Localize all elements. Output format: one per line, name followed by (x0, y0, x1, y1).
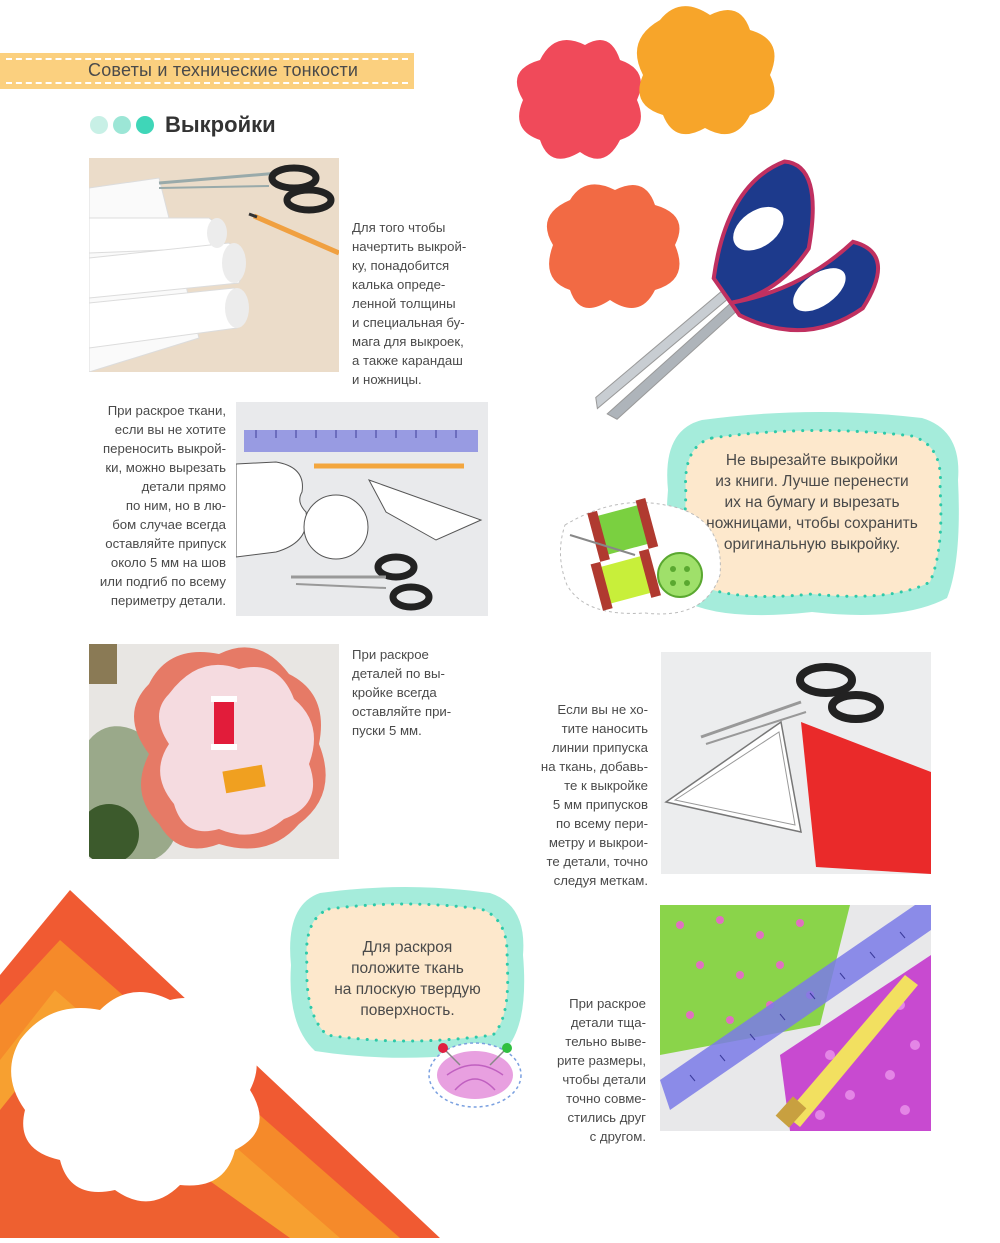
p4-line: те детали, точно (546, 854, 648, 869)
paragraph-3 (352, 645, 502, 740)
p2-line: При раскрое ткани, (107, 403, 226, 418)
photo-fabric-ruler-tape (660, 905, 931, 1131)
p1-line: ленной толщины (352, 296, 456, 311)
header-title: Советы и технические тонкости (88, 60, 359, 80)
p2-line: около 5 мм на шов (110, 555, 226, 570)
p4-line: 5 мм припусков (552, 797, 648, 812)
p5-line: При раскрое (569, 996, 646, 1011)
p1-line: мага для выкроек, (352, 334, 464, 349)
p2-line: периметру детали. (110, 593, 226, 608)
p5-line: детали тща- (570, 1015, 646, 1030)
p3-line: оставляйте при- (352, 704, 452, 719)
section-title: Выкройки (165, 112, 276, 137)
p2-line: переносить выкрой- (103, 441, 226, 456)
tip1-line: Не вырезайте выкройки (725, 452, 899, 469)
tip2-line: на плоскую твердую (334, 981, 481, 998)
photo-paper-rolls (89, 158, 339, 372)
p1-line: и ножницы. (352, 372, 422, 387)
p5-line: рите размеры, (556, 1053, 646, 1068)
p3-line: При раскрое (352, 647, 429, 662)
sticker-thread-spools (555, 495, 730, 620)
paragraph-4 (510, 700, 648, 890)
p4-line: на ткань, добавь- (540, 759, 648, 774)
p5-line: тельно выве- (565, 1034, 646, 1049)
p5-line: стились друг (567, 1110, 646, 1125)
p2-line: оставляйте припуск (105, 536, 226, 551)
p4-line: линии припуска (551, 740, 648, 755)
decor-dot-3 (136, 116, 154, 134)
callout-tip-2-text (310, 937, 505, 1021)
p1-line: калька опреде- (352, 277, 446, 292)
p4-line: метру и выкрои- (548, 835, 648, 850)
p5-line: с другом. (589, 1129, 646, 1144)
p5-line: точно совме- (566, 1091, 646, 1106)
p1-line: Для того чтобы (352, 220, 446, 235)
tip2-line: положите ткань (351, 960, 464, 977)
header-band (0, 53, 414, 89)
photo-fabric-flowers (89, 644, 339, 859)
tip1-line: ножницами, чтобы сохранить (706, 515, 918, 532)
p4-line: Если вы не хо- (557, 702, 648, 717)
p2-line: если вы не хотите (114, 422, 226, 437)
p4-line: по всему пери- (556, 816, 648, 831)
p1-line: а также карандаш (352, 353, 463, 368)
tip2-line: поверхность. (360, 1002, 455, 1019)
p1-line: и специальная бу- (352, 315, 465, 330)
decor-dot-1 (90, 116, 108, 134)
p3-line: пуски 5 мм. (352, 723, 422, 738)
tip2-line: Для раскроя (362, 939, 453, 956)
paragraph-2 (68, 401, 226, 610)
tip1-line: их на бумагу и вырезать (724, 494, 900, 511)
p2-line: или подгиб по всему (99, 574, 226, 589)
p4-line: следуя меткам. (553, 873, 648, 888)
photo-triangle-pattern (661, 652, 931, 874)
p1-line: начертить выкрой- (352, 239, 467, 254)
tip1-line: из книги. Лучше перенести (715, 473, 909, 490)
p1-line: ку, понадобится (352, 258, 450, 273)
p4-line: тите наносить (561, 721, 648, 736)
p3-line: кройке всегда (352, 685, 437, 700)
sticker-pincushion (425, 1020, 525, 1110)
p2-line: детали прямо (141, 479, 226, 494)
p2-line: ки, можно вырезать (105, 460, 226, 475)
tip1-line: оригинальную выкройку. (723, 536, 901, 553)
illustration-flowers-scissors (465, 0, 1000, 440)
p3-line: деталей по вы- (352, 666, 445, 681)
photo-ruler-patterns (236, 402, 488, 616)
p2-line: бом случае всегда (112, 517, 226, 532)
p5-line: чтобы детали (562, 1072, 646, 1087)
decor-dot-2 (113, 116, 131, 134)
p2-line: по ним, но в лю- (125, 498, 226, 513)
paragraph-5 (530, 994, 646, 1146)
p4-line: те к выкройке (564, 778, 648, 793)
